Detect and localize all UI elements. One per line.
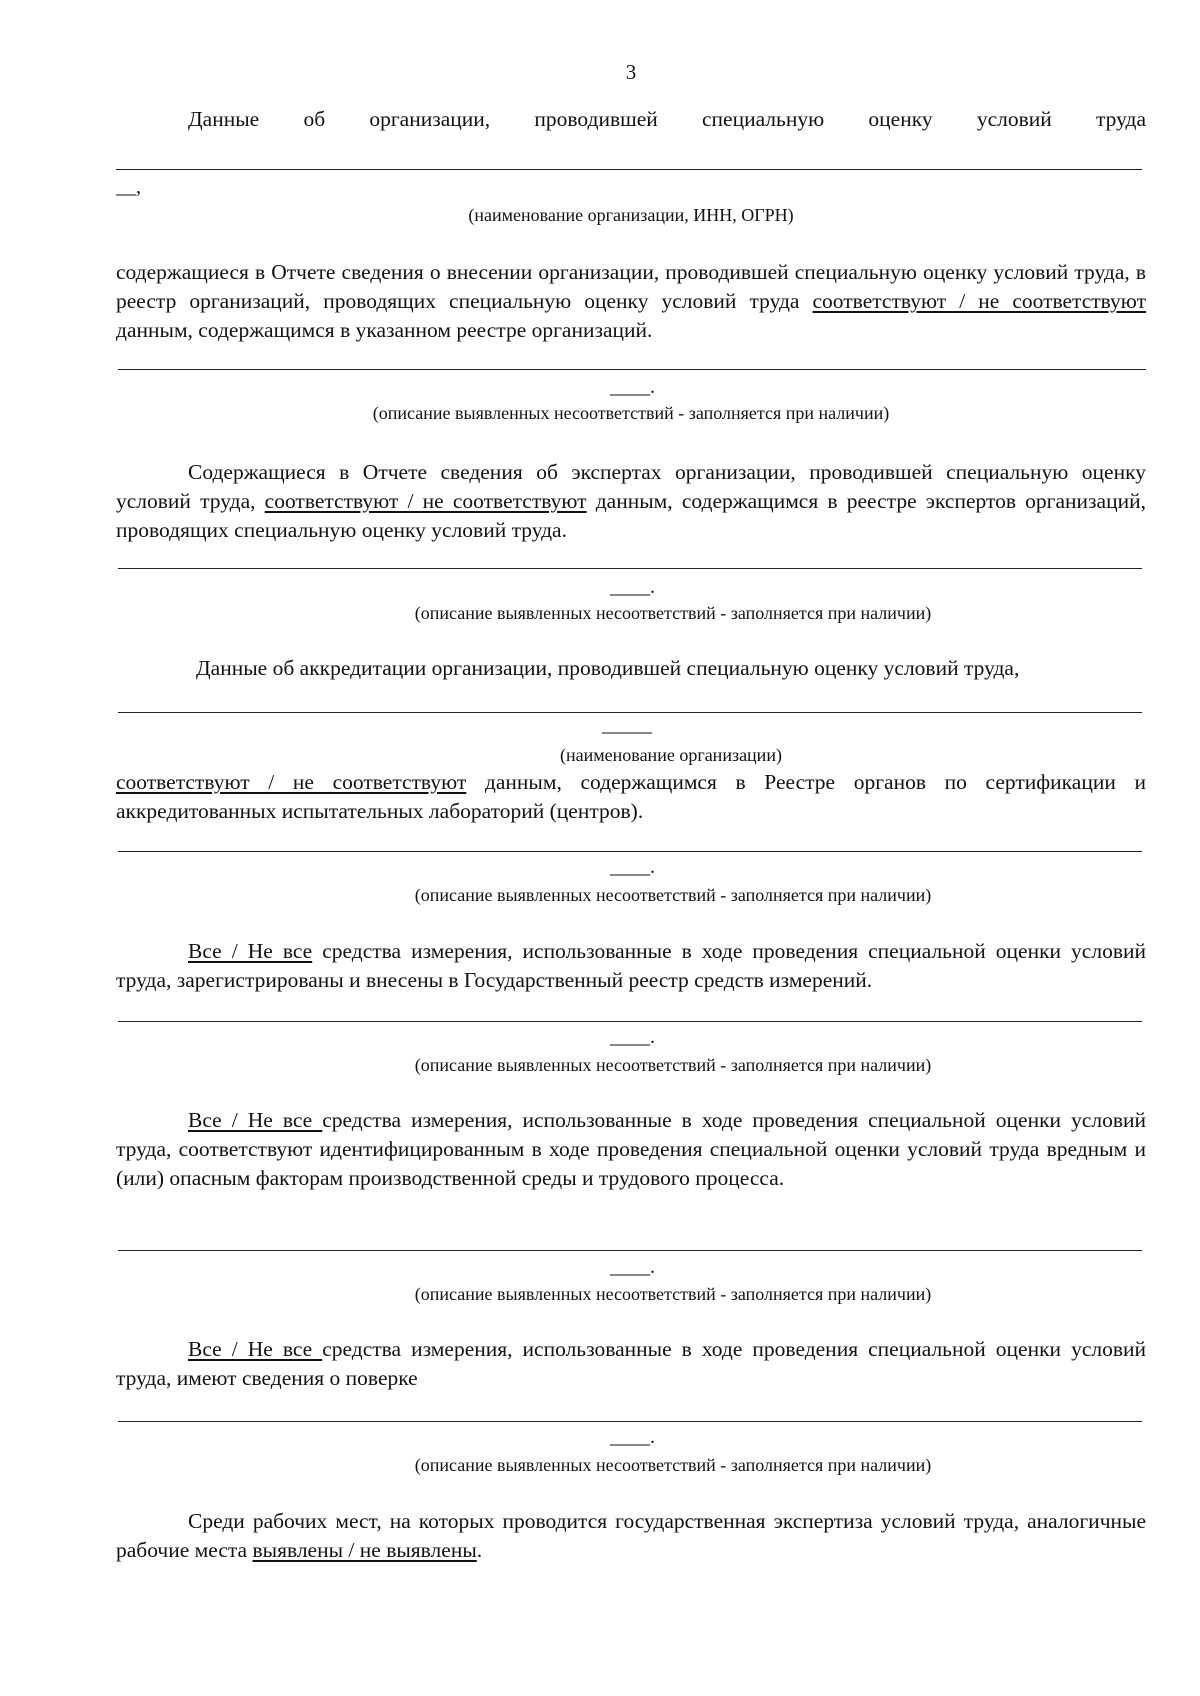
fill-line: [118, 712, 1142, 713]
fill-line: [118, 568, 1142, 569]
caption-discrepancy: (описание выявленных несоответствий - заполняется при наличии): [414, 1055, 932, 1075]
registry-org-paragraph: [116, 258, 1146, 345]
registry-org-text: содержащиеся в Отчете сведения о внесении организации, проводившей специальную оценку условий труда, в реестр организаций, проводящих специальную оценку условий труда: [116, 260, 1146, 313]
registry-org-text-end: данным, содержащимся в указанном реестре организаций.: [116, 318, 653, 342]
accreditation-lead: Данные об аккредитации организации, проводившей специальную оценку условий труда,: [196, 656, 1020, 680]
instruments-verification-paragraph: [116, 1335, 1146, 1393]
registry-org-choice: соответствуют / не соответствуют: [812, 289, 1146, 313]
analog-workplaces-paragraph: [116, 1507, 1146, 1565]
instruments-verification-choice: Все / Не все: [188, 1337, 323, 1361]
page-number: 3: [625, 60, 637, 84]
instruments-registered-text: средства измерения, использованные в ходе проведения специальной оценки условий труда, зарегистрированы и внесены в Государственный реестр средств измерений.: [116, 939, 1146, 992]
instruments-registered-paragraph: [116, 937, 1146, 995]
analog-workplaces-text: Среди рабочих мест, на которых проводится государственная экспертиза условий труда, аналогичные рабочие места: [116, 1509, 1146, 1562]
blank-end: ____.: [610, 1426, 655, 1448]
instruments-factors-text: средства измерения, использованные в ходе проведения специальной оценки условий труда, соответствуют идентифицированным в ходе проведения специальной оценки условий труда вредным и (или) опасным факторам производственной среды и трудового процесса.: [116, 1108, 1146, 1190]
caption-discrepancy: (описание выявленных несоответствий - заполняется при наличии): [414, 885, 932, 905]
caption-discrepancy: (описание выявленных несоответствий - заполняется при наличии): [414, 1284, 932, 1304]
experts-text-end: данным, содержащимся в реестре экспертов организаций, проводящих специальную оценку условий труда.: [116, 489, 1146, 542]
accreditation-paragraph: [116, 768, 1146, 826]
fill-line: [118, 851, 1142, 852]
blank-end-long: _____: [602, 714, 652, 736]
blank-end: ____.: [610, 376, 655, 398]
instruments-factors-paragraph: [116, 1106, 1146, 1193]
analog-workplaces-choice: выявлены / не выявлены: [252, 1538, 477, 1562]
caption-discrepancy: (описание выявленных несоответствий - заполняется при наличии): [414, 603, 932, 623]
instruments-verification-text: средства измерения, использованные в ходе проведения специальной оценки условий труда, имеют сведения о поверке: [116, 1337, 1146, 1390]
fill-line: [118, 369, 1146, 370]
blank-end: ____.: [610, 1026, 655, 1048]
fill-line: [118, 1021, 1142, 1022]
caption-org-name: (наименование организации): [560, 745, 782, 765]
analog-workplaces-text-end: .: [476, 1538, 483, 1562]
experts-choice: соответствуют / не соответствуют: [264, 489, 587, 513]
accreditation-text: данным, содержащимся в Реестре органов по сертификации и аккредитованных испытательных лабораторий (центров).: [116, 770, 1146, 823]
fill-line: [118, 1421, 1142, 1422]
fill-line: [118, 1250, 1142, 1251]
instruments-factors-choice: Все / Не все: [188, 1108, 323, 1132]
instruments-registered-choice: Все / Не все: [188, 939, 313, 963]
experts-paragraph: [116, 458, 1146, 545]
org-data-lead: Данные об организации, проводившей специальную оценку условий труда: [188, 107, 1146, 131]
experts-text: Содержащиеся в Отчете сведения об экспертах организации, проводившей специальную оценку условий труда,: [116, 460, 1146, 513]
caption-discrepancy: (описание выявленных несоответствий - заполняется при наличии): [414, 1455, 932, 1475]
accreditation-choice: соответствуют / не соответствуют: [116, 770, 467, 794]
blank-end: ____.: [610, 856, 655, 878]
fill-line: [116, 169, 1142, 170]
blank-end: ____.: [610, 576, 655, 598]
caption-discrepancy: (описание выявленных несоответствий - заполняется при наличии): [372, 403, 890, 423]
caption-org-inn: (наименование организации, ИНН, ОГРН): [468, 205, 794, 225]
org-data-comma: __,: [116, 176, 141, 198]
blank-end: ____.: [610, 1256, 655, 1278]
